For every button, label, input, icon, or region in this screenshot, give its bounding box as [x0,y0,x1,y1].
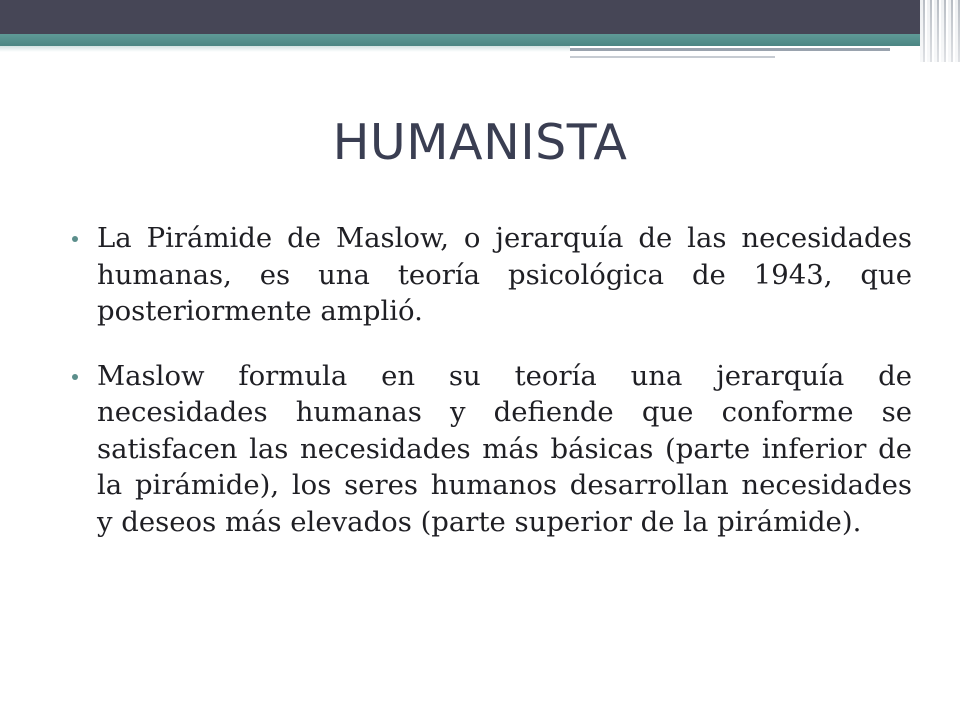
bullet-list [72,220,912,568]
bullet-item [72,220,912,330]
header-banner-fade [0,46,570,52]
header-stripes-fade [920,0,960,62]
bullet-dot-icon [72,374,78,380]
bullet-text: Maslow formula en su teoría una jerarquía de necesidades humanas y defiende que conforme se satisfacen las necesidades más básicas (parte inferior de la pirámide), los seres humanos desarrollan necesidades y deseos más elevados (parte superior de la pirámide). [97,359,912,538]
header-banner-teal [0,34,960,46]
header-banner-dark [0,0,960,34]
bullet-dot-icon [72,236,78,242]
slide-title: HUMANISTA [332,114,628,171]
header-accent-line-thin [570,56,775,58]
header-accent-line [570,48,890,51]
bullet-text: La Pirámide de Maslow, o jerarquía de las necesidades humanas, es una teoría psicológica de 1943, que posteriormente amplió. [97,222,912,327]
bullet-item [72,358,912,541]
